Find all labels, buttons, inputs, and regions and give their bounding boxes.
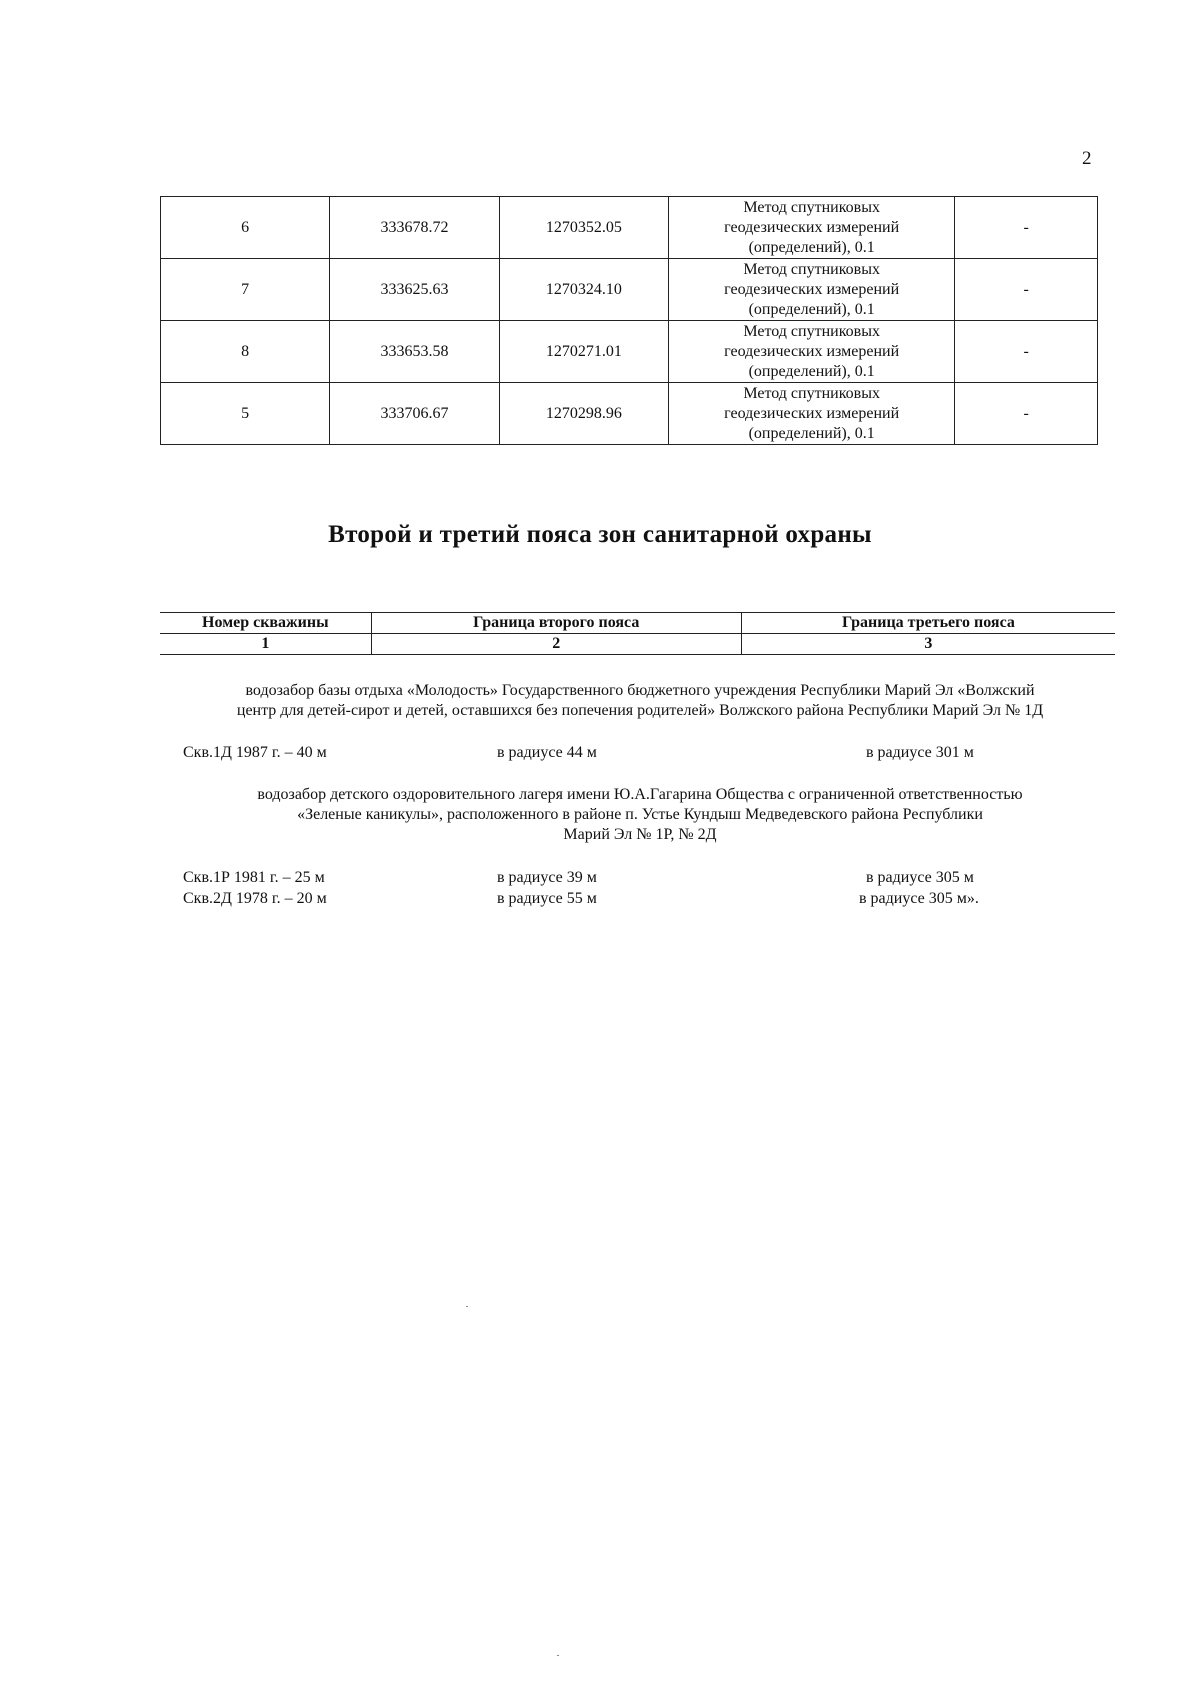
- page-number: 2: [1082, 148, 1092, 169]
- method-line: Метод спутниковых: [743, 322, 880, 340]
- method-cell: [668, 321, 954, 383]
- second-zone-radius: в радиусе 39 м: [497, 869, 597, 886]
- extra-cell: -: [955, 321, 1098, 383]
- y-coordinate: 1270298.96: [499, 383, 668, 445]
- well-name: Скв.1Р 1981 г. – 25 м: [183, 869, 325, 886]
- well-row: [0, 869, 1200, 891]
- point-number: 7: [161, 259, 330, 321]
- x-coordinate: 333625.63: [330, 259, 499, 321]
- table-row: [161, 321, 1098, 383]
- description-line: «Зеленые каникулы», расположенного в районе п. Устье Кундыш Медведевского района Республики: [297, 806, 983, 823]
- intake-description-molodost: [170, 681, 1110, 721]
- header-third-zone: Граница третьего пояса: [741, 613, 1115, 634]
- method-cell: [668, 259, 954, 321]
- description-line: водозабор базы отдыха «Молодость» Государственного бюджетного учреждения Республики Марий Эл «Волжский: [245, 682, 1035, 699]
- table-row: [161, 383, 1098, 445]
- y-coordinate: 1270352.05: [499, 197, 668, 259]
- x-coordinate: 333678.72: [330, 197, 499, 259]
- third-zone-radius: в радиусе 305 м».: [859, 890, 979, 907]
- method-line: геодезических измерений: [724, 218, 900, 236]
- third-zone-radius: в радиусе 301 м: [866, 744, 974, 761]
- header-well-number: Номер скважины: [160, 613, 371, 634]
- method-line: Метод спутниковых: [743, 198, 880, 216]
- method-line: геодезических измерений: [724, 342, 900, 360]
- method-cell: [668, 197, 954, 259]
- point-number: 8: [161, 321, 330, 383]
- x-coordinate: 333653.58: [330, 321, 499, 383]
- description-line: Марий Эл № 1Р, № 2Д: [563, 826, 717, 843]
- method-cell: [668, 383, 954, 445]
- column-number: 1: [160, 634, 371, 655]
- column-number: 3: [741, 634, 1115, 655]
- second-zone-radius: в радиусе 55 м: [497, 890, 597, 907]
- well-row: [0, 890, 1200, 912]
- method-line: (определений), 0.1: [748, 238, 875, 256]
- method-line: (определений), 0.1: [748, 362, 875, 380]
- second-zone-radius: в радиусе 44 м: [497, 744, 597, 761]
- table-row: [161, 197, 1098, 259]
- scan-speck: [466, 1306, 468, 1307]
- zones-number-row: [160, 634, 1115, 655]
- intake-description-gagarin-camp: [170, 785, 1110, 845]
- point-number: 5: [161, 383, 330, 445]
- table-row: [161, 259, 1098, 321]
- extra-cell: -: [955, 259, 1098, 321]
- y-coordinate: 1270324.10: [499, 259, 668, 321]
- well-name: Скв.2Д 1978 г. – 20 м: [183, 890, 327, 907]
- x-coordinate: 333706.67: [330, 383, 499, 445]
- zones-header-row: [160, 613, 1115, 634]
- method-line: геодезических измерений: [724, 404, 900, 422]
- description-line: водозабор детского оздоровительного лагеря имени Ю.А.Гагарина Общества с ограниченной ответственностью: [257, 786, 1023, 803]
- third-zone-radius: в радиусе 305 м: [866, 869, 974, 886]
- method-line: геодезических измерений: [724, 280, 900, 298]
- point-number: 6: [161, 197, 330, 259]
- y-coordinate: 1270271.01: [499, 321, 668, 383]
- column-number: 2: [371, 634, 741, 655]
- section-title: Второй и третий пояса зон санитарной охраны: [328, 521, 872, 548]
- method-line: (определений), 0.1: [748, 300, 875, 318]
- scan-speck: [557, 1655, 559, 1656]
- method-line: Метод спутниковых: [743, 384, 880, 402]
- zones-table: [160, 612, 1115, 655]
- description-line: центр для детей-сирот и детей, оставшихся без попечения родителей» Волжского района Республики Марий Эл № 1Д: [236, 702, 1044, 719]
- coordinates-table: [160, 196, 1098, 445]
- method-line: (определений), 0.1: [748, 424, 875, 442]
- extra-cell: -: [955, 383, 1098, 445]
- method-line: Метод спутниковых: [743, 260, 880, 278]
- well-row: [0, 744, 1200, 766]
- extra-cell: -: [955, 197, 1098, 259]
- header-second-zone: Граница второго пояса: [371, 613, 741, 634]
- well-name: Скв.1Д 1987 г. – 40 м: [183, 744, 327, 761]
